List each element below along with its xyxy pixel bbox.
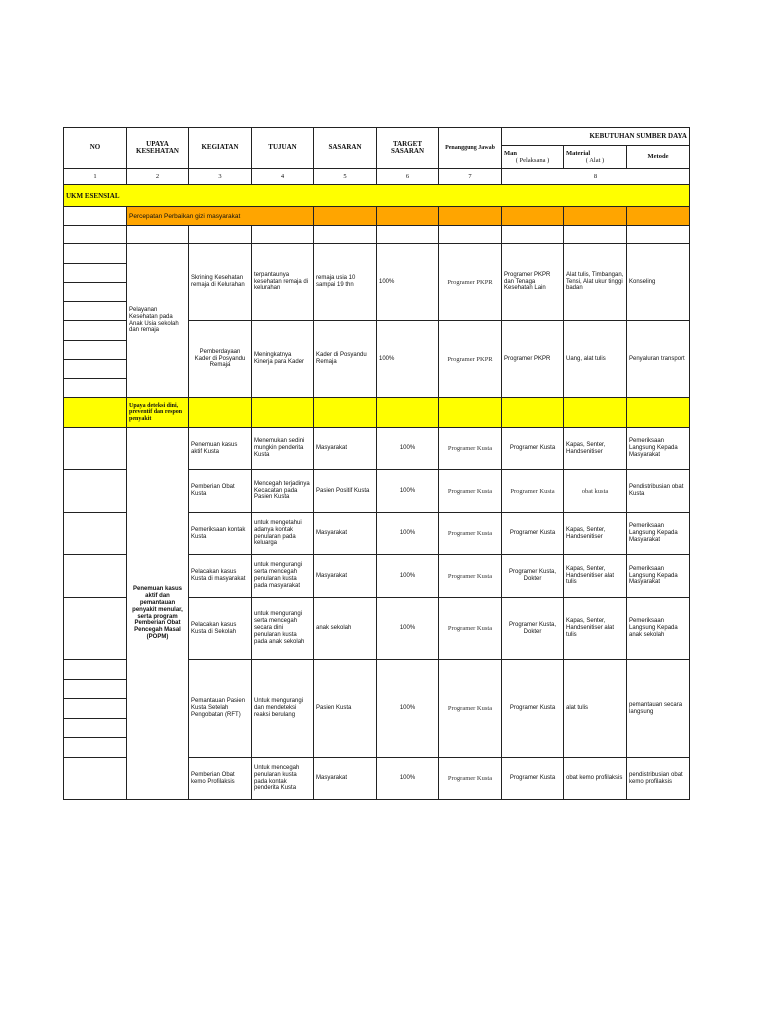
material-cell: Alat tulis, Timbangan, Tensi, Alat ukur tinggi badan [564, 244, 627, 321]
target-cell: 100% [377, 758, 439, 800]
metode-cell: Pemeriksaan Langsung Kepada Masyarakat [627, 555, 690, 598]
sasaran-cell: Masyarakat [314, 758, 377, 800]
empty-cell [64, 283, 127, 302]
kegiatan-cell: Penemuan kasus aktif Kusta [189, 428, 252, 470]
pj-cell: Programer Kusta [439, 660, 502, 758]
pj-cell: Programer Kusta [439, 598, 502, 660]
metode-cell: pendistribusian obat kemo profilaksis [627, 758, 690, 800]
header-sasaran: SASARAN [314, 128, 377, 169]
empty-cell [314, 226, 377, 244]
header-man-sub: ( Pelaksana ) [515, 157, 550, 164]
col-number: 4 [252, 169, 314, 185]
empty-cell [564, 226, 627, 244]
pj-cell: Programer Kusta [439, 428, 502, 470]
empty-cell [64, 738, 127, 758]
empty-cell [64, 398, 127, 428]
kegiatan-cell: Pemberian Obat kemo Profilaksis [189, 758, 252, 800]
sasaran-cell: Masyarakat [314, 428, 377, 470]
empty-cell [564, 207, 627, 226]
header-tujuan: TUJUAN [252, 128, 314, 169]
header-no: NO [64, 128, 127, 169]
material-cell: Kapas, Senter, Handsenitiser alat tulis [564, 598, 627, 660]
empty-cell [64, 207, 127, 226]
kegiatan-cell: Pemeriksaan kontak Kusta [189, 513, 252, 555]
tujuan-cell: Mencegah terjadinya Kecacatan pada Pasien Kusta [252, 470, 314, 513]
empty-cell [627, 207, 690, 226]
rencana-kegiatan-table [63, 127, 690, 800]
col-number: 2 [127, 169, 189, 185]
subsection-title: Upaya deteksi dini, preventif dan respon penyakit [127, 398, 189, 428]
header-penanggung-jawab: Penanggung Jawab [439, 128, 502, 169]
man-cell: Programer Kusta [502, 428, 564, 470]
subsection-row [64, 207, 690, 226]
column-number-row [64, 169, 690, 185]
metode-cell: Pemeriksaan Langsung Kepada Masyarakat [627, 513, 690, 555]
section-title: UKM ESENSIAL [64, 185, 690, 207]
target-cell: 100% [377, 244, 439, 321]
sasaran-cell: Masyarakat [314, 555, 377, 598]
empty-cell [502, 226, 564, 244]
man-cell: Programer PKPR [502, 321, 564, 398]
empty-cell [64, 758, 127, 800]
man-cell: Programer PKPR dan Tenaga Kesehatan Lain [502, 244, 564, 321]
empty-cell [377, 398, 439, 428]
empty-cell [377, 226, 439, 244]
col-number: 6 [377, 169, 439, 185]
material-cell: obat kemo profilaksis [564, 758, 627, 800]
col-number: 5 [314, 169, 377, 185]
empty-cell [64, 680, 127, 699]
material-cell: Kapas, Senter, Handsenitiser alat tulis [564, 555, 627, 598]
empty-cell [627, 226, 690, 244]
pj-cell: Programer PKPR [439, 244, 502, 321]
empty-cell [64, 470, 127, 513]
kegiatan-cell: Pelacakan kasus Kusta di masyarakat [189, 555, 252, 598]
tujuan-cell: untuk mengurangi serta mencegah secara dini penularan kusta pada anak sekolah [252, 598, 314, 660]
subsection-title: Percepatan Perbaikan gizi masyarakat [127, 207, 314, 226]
pj-cell: Programer Kusta [439, 758, 502, 800]
empty-cell [502, 398, 564, 428]
pj-cell: Programer PKPR [439, 321, 502, 398]
material-cell: Uang, alat tulis [564, 321, 627, 398]
pj-cell: Programer Kusta [439, 470, 502, 513]
metode-cell: Pendistribusian obat Kusta [627, 470, 690, 513]
kegiatan-cell: Pemberian Obat Kusta [189, 470, 252, 513]
sasaran-cell: Pasien Positif Kusta [314, 470, 377, 513]
empty-cell [439, 207, 502, 226]
material-cell: Kapas, Senter, Handsenitiser [564, 428, 627, 470]
empty-cell [64, 513, 127, 555]
header-material [564, 146, 627, 169]
metode-cell: Pemeriksaan Langsung Kepada anak sekolah [627, 598, 690, 660]
target-cell: 100% [377, 513, 439, 555]
col-number: 1 [64, 169, 127, 185]
upaya-cell: Penemuan kasus aktif dan pemantauan penyakit menular, serta program Pemberian Obat Pencegah Masal (POPM) [127, 428, 189, 800]
upaya-cell: Pelayanan Kesehatan pada Anak Usia sekolah dan remaja [127, 244, 189, 398]
header-man-label: Man [504, 149, 517, 157]
rencana-kegiatan-sheet [63, 127, 690, 800]
header-man [502, 146, 564, 169]
header-kegiatan: KEGIATAN [189, 128, 252, 169]
empty-cell [64, 341, 127, 360]
empty-cell [64, 598, 127, 660]
empty-cell [64, 264, 127, 283]
header-metode [627, 146, 690, 169]
header-target-sasaran: TARGET SASARAN [377, 128, 439, 169]
empty-cell [64, 699, 127, 719]
header-material-label: Material [566, 149, 591, 157]
header-upaya-kesehatan: UPAYA KESEHATAN [127, 128, 189, 169]
target-cell: 100% [377, 470, 439, 513]
pj-cell: Programer Kusta [439, 555, 502, 598]
material-cell: obat kusta [564, 470, 627, 513]
kegiatan-cell: Skrining Kesehatan remaja di Kelurahan [189, 244, 252, 321]
target-cell: 100% [377, 428, 439, 470]
empty-cell [64, 360, 127, 379]
empty-cell [64, 302, 127, 321]
col-number: 7 [439, 169, 502, 185]
empty-cell [502, 207, 564, 226]
tujuan-cell: untuk mengurangi serta mencegah penularan kusta pada masyarakat [252, 555, 314, 598]
target-cell: 100% [377, 555, 439, 598]
man-cell: Programer Kusta, Dokter [502, 555, 564, 598]
man-cell: Programer Kusta [502, 758, 564, 800]
man-cell: Programer Kusta [502, 513, 564, 555]
empty-cell [127, 226, 189, 244]
empty-cell [627, 398, 690, 428]
tujuan-cell: Meningkatnya Kinerja para Kader [252, 321, 314, 398]
empty-cell [252, 398, 314, 428]
empty-cell [64, 321, 127, 341]
tujuan-cell: Untuk mencegah penularan kusta pada kontak penderita Kusta [252, 758, 314, 800]
man-cell: Programer Kusta [502, 470, 564, 513]
empty-cell [439, 398, 502, 428]
empty-cell [189, 226, 252, 244]
sasaran-cell: anak sekolah [314, 598, 377, 660]
metode-cell: Konseling [627, 244, 690, 321]
header-material-sub: ( Alat ) [585, 157, 605, 164]
header-metode-label: Metode [647, 153, 669, 161]
empty-cell [189, 398, 252, 428]
target-cell: 100% [377, 321, 439, 398]
empty-cell [377, 207, 439, 226]
sasaran-cell: remaja usia 10 sampai 19 thn [314, 244, 377, 321]
col-number: 3 [189, 169, 252, 185]
kegiatan-cell: Pemberdayaan Kader di Posyandu Remaja [189, 321, 252, 398]
kegiatan-cell: Pemantauan Pasien Kusta Setelah Pengobatan (RFT) [189, 660, 252, 758]
tujuan-cell: Untuk mengurangi dan mendeteksi reaksi berulang [252, 660, 314, 758]
empty-cell [64, 244, 127, 264]
empty-cell [439, 226, 502, 244]
material-cell: alat tulis [564, 660, 627, 758]
empty-cell [64, 226, 127, 244]
sasaran-cell: Kader di Posyandu Remaja [314, 321, 377, 398]
header-kebutuhan-sumber-daya: KEBUTUHAN SUMBER DAYA [502, 128, 690, 146]
target-cell: 100% [377, 660, 439, 758]
sasaran-cell: Pasien Kusta [314, 660, 377, 758]
metode-cell: Pemeriksaan Langsung Kepada Masyarakat [627, 428, 690, 470]
empty-cell [314, 207, 377, 226]
man-cell: Programer Kusta, Dokter [502, 598, 564, 660]
metode-cell: pemantauan secara langsung [627, 660, 690, 758]
sasaran-cell: Masyarakat [314, 513, 377, 555]
empty-cell [564, 398, 627, 428]
metode-cell: Penyaluran transport [627, 321, 690, 398]
pj-cell: Programer Kusta [439, 513, 502, 555]
subsection-row [64, 398, 690, 428]
tujuan-cell: Menemukan sedini mungkin penderita Kusta [252, 428, 314, 470]
target-cell: 100% [377, 598, 439, 660]
tujuan-cell: terpantaunya kesehatan remaja di kelurahan [252, 244, 314, 321]
man-cell: Programer Kusta [502, 660, 564, 758]
empty-cell [252, 226, 314, 244]
empty-cell [314, 398, 377, 428]
material-cell: Kapas, Senter, Handsenitiser [564, 513, 627, 555]
empty-cell [64, 379, 127, 398]
col-number: 8 [502, 169, 690, 185]
empty-cell [64, 428, 127, 470]
empty-cell [64, 719, 127, 738]
tujuan-cell: untuk mengetahui adanya kontak penularan pada keluarga [252, 513, 314, 555]
kegiatan-cell: Pelacakan kasus Kusta di Sekolah [189, 598, 252, 660]
empty-cell [64, 555, 127, 598]
empty-cell [64, 660, 127, 680]
